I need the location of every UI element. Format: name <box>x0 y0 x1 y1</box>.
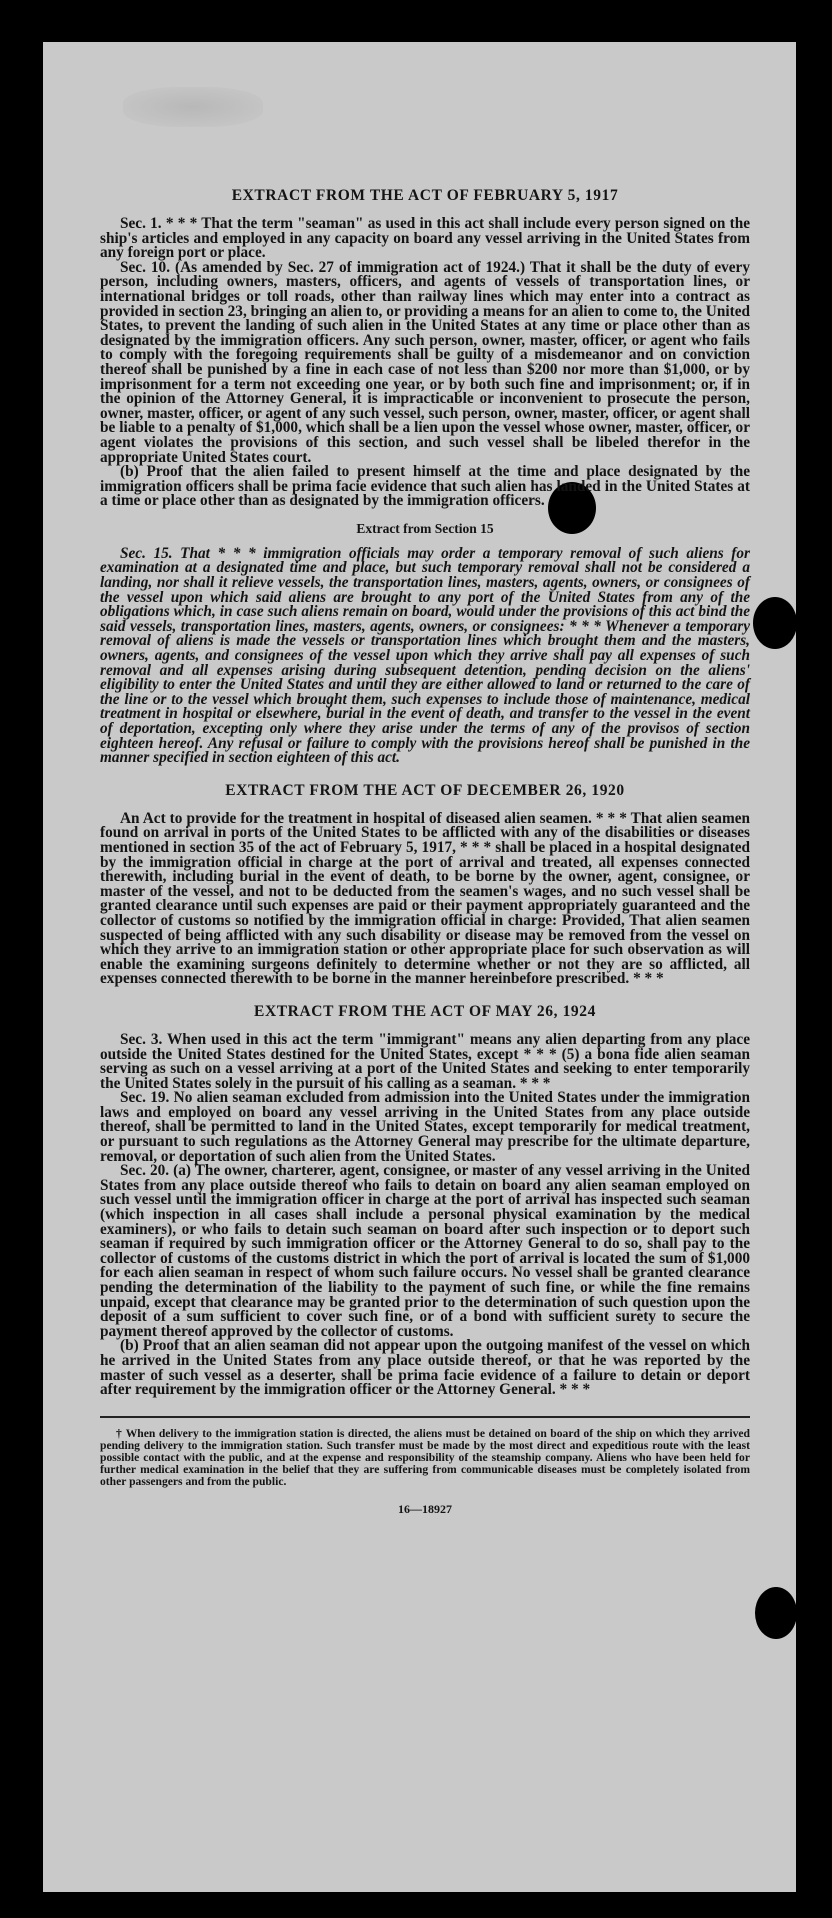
paragraph-sec-1: Sec. 1. * * * That the term "seaman" as used in this act shall include every person signed on the ship's articles and employed in any capacity on board any vessel arriving in the United States from any foreign port or place. <box>100 215 750 262</box>
punch-hole-bottom <box>755 1587 796 1639</box>
footnote-divider <box>100 1416 750 1418</box>
paragraph-sec-10: Sec. 10. (As amended by Sec. 27 of immigration act of 1924.) That it shall be the duty of every person, including owners, masters, officers, and agents of vessels of transportation lines, or international bridges or toll roads, other than railway lines which may enter into a contract as provided in section 23, bringing an alien to, or providing a means for an alien to come to, the United States, to prevent the landing of such alien in the United States at any time or place other than as designated by the immigration officers. Any such person, owner, master, officer, or agent who fails to comply with the foregoing requirements shall be guilty of a misdemeanor and on conviction thereof shall be punished by a fine in each case of not less than $200 nor more than $1,000, or by imprisonment for a term not exceeding one year, or by both such fine and imprisonment; or, if in the opinion of the Attorney General, it is impracticable or inconvenient to prosecute the person, owner, master, officer, or agent of any such vessel, such person, owner, master, officer, or agent shall be liable to a penalty of $1,000, which shall be a lien upon the vessel whose owner, master, officer, or agent violates the provisions of this section, and such vessel shall be libeled therefor in the appropriate United States court. <box>100 258 750 466</box>
punch-hole-middle <box>753 597 796 649</box>
paragraph-sec-3: Sec. 3. When used in this act the term "immigrant" means any alien departing from any place outside the United States destined for the United States, except * * * (5) a bona fide alien seaman serving as such on a vessel arriving at a port of the United States and seeking to enter temporarily the United States solely in the pursuit of his calling as a seaman. * * * <box>100 1030 750 1092</box>
paragraph-sec-19: Sec. 19. No alien seaman excluded from admission into the United States under the immigration laws and employed on board any vessel arriving in the United States from any place outside thereof, shall be permitted to land in the United States, except temporarily for medical treatment, or pursuant to such regulations as the Attorney General may prescribe for the ultimate departure, removal, or deportation of such alien from the United States. <box>100 1089 750 1165</box>
document-page <box>43 42 796 1892</box>
heading-act-1924: EXTRACT FROM THE ACT OF MAY 26, 1924 <box>254 1002 596 1020</box>
paragraph-sec-20-a: Sec. 20. (a) The owner, charterer, agent, consignee, or master of any vessel arriving in the United States from any place outside thereof who fails to detain on board any alien seaman employed on such vessel until the immigration officer in charge at the port of arrival has inspected such seaman (which inspection in all cases shall include a personal physical examination by the medical examiners), or who fails to detain such seaman on board after such inspection or to deport such seaman if required by such immigration officer or the Attorney General to do so, shall pay to the collector of customs of the customs district in which the port of arrival is located the sum of $1,000 for each alien seaman in respect of whom such failure occurs. No vessel shall be granted clearance pending the determination of the liability to the payment of such fine, or while the fine remains unpaid, except that clearance may be granted prior to the determination of such question upon the deposit of a sum sufficient to cover such fine, or of a bond with sufficient surety to secure the payment thereof approved by the collector of customs. <box>100 1162 750 1340</box>
paragraph-act-1920: An Act to provide for the treatment in hospital of diseased alien seamen. * * * That alien seamen found on arrival in ports of the United States to be afflicted with any of the disabilities or diseases mentioned in section 35 of the act of February 5, 1917, * * * shall be placed in a hospital designated by the immigration official in charge at the port of arrival and treated, all expenses connected therewith, including burial in the event of death, to be borne by the owner, agent, consignee, or master of the vessel, and not to be deducted from the seamen's wages, and no such vessel shall be granted clearance until such expenses are paid or their payment appropriately guaranteed and the collector of customs so notified by the immigration official in charge: Provided, That alien seamen suspected of being afflicted with any such disability or disease may be removed from the vessel on which they arrive to an immigration station or other appropriate place for such observation as will enable the examining surgeons definitely to determine whether or not they are so afflicted, all expenses connected therewith to be borne in the manner hereinbefore prescribed. * * * <box>100 809 750 988</box>
paragraph-sec-20-b: (b) Proof that an alien seaman did not appear upon the outgoing manifest of the vessel on which he arrived in the United States from any place outside thereof, or that he was reported by the master of such vessel as a deserter, shall be prima facie evidence of a failure to detain or deport after requirement by the immigration officer or the Attorney General. * * * <box>100 1337 750 1399</box>
paragraph-sec-15: Sec. 15. That * * * immigration officials may order a temporary removal of such aliens for examination at a designated time and place, but such temporary removal shall not be considered a landing, nor shall it relieve vessels, the transportation lines, masters, agents, owners, or consignees of the vessel upon which said aliens are brought to any port of the United States from any of the obligations which, in case such aliens remain on board, would under the provisions of this act bind the said vessels, transportation lines, masters, agents, owners, or consignees: * * * Whenever a temporary removal of aliens is made the vessels or transportation lines which brought them and the masters, owners, agents, and consignees of the vessel upon which they arrive shall pay all expenses of such removal and all expenses arising during subsequent detention, pending decision on the aliens' eligibility to enter the United States and until they are either allowed to land or returned to the care of the line or to the vessel which brought them, such expenses to include those of maintenance, medical treatment in hospital or elsewhere, burial in the event of death, and transfer to the vessel in the event of deportation, excepting only where they arise under the terms of any of the provisos of section eighteen hereof. Any refusal or failure to comply with the provisions hereof shall be punished in the manner specified in section eighteen of this act. <box>100 544 750 767</box>
document-body <box>100 187 750 1517</box>
heading-act-1920: EXTRACT FROM THE ACT OF DECEMBER 26, 1920 <box>225 781 625 799</box>
page-number: 16—18927 <box>398 1501 452 1516</box>
page-smudge <box>123 87 263 127</box>
heading-act-1917: EXTRACT FROM THE ACT OF FEBRUARY 5, 1917 <box>231 187 619 204</box>
paragraph-sec-10-b: (b) Proof that the alien failed to present himself at the time and place designated by the immigration officers shall be prima facie evidence that such alien has landed in the United States at a time or place other than as designated by the immigration officers. <box>100 463 750 510</box>
heading-section-15: Extract from Section 15 <box>356 520 494 536</box>
footnote: † When delivery to the immigration station is directed, the aliens must be detained on board of the ship on which they arrived pending delivery to the immigration station. Such transfer must be made by the most direct and expeditious route with the least possible contact with the public, and at the expense and responsibility of the steamship company. Aliens who have been held for further medical examination in the belief that they are suffering from communicable diseases must be completely isolated from other passengers and from the public. <box>100 1426 750 1488</box>
